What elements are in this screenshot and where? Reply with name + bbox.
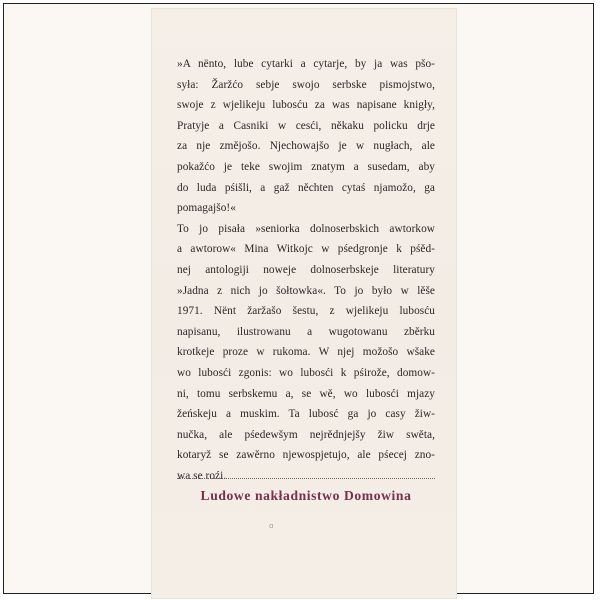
- book-back-cover: [151, 8, 457, 599]
- blurb-line-8: pomagajšo!«: [177, 202, 236, 215]
- blurb-line-10: a awtorow« Mina Witkojc w pśedgronje k pśěd-: [177, 243, 435, 256]
- blurb-line-5: za nje změjošo. Njechowajšo je w nugłach, ale: [177, 140, 435, 153]
- blurb-line-4: Pratyje a Casniki w cesći, někaku policku drje: [177, 119, 435, 132]
- blurb-line-2: syła: Žaržćo sebje swojo serbske pismojstwo,: [177, 78, 435, 91]
- blurb-line-19: nučka, ale pśedewšym nejrědnjejšy žiw swěta,: [177, 428, 435, 441]
- blurb-line-1: »A nënto, lube cytarki a cytarje, by ja was pšo-: [177, 58, 435, 70]
- blurb-line-11: nej antologiji noweje dolnoserbskeje literatury: [177, 263, 435, 276]
- blurb-line-15: krotkeje proze w rukoma. W njej možošo wšake: [177, 346, 435, 359]
- dotted-divider: [177, 478, 435, 479]
- blurb-line-20: kotaryž se zawěrno njewospjetujo, ale pśecej zno-: [177, 449, 435, 462]
- publisher-name: Ludowe nakładnistwo Domowina: [200, 488, 412, 503]
- blurb-line-18: žeńskeju a muskim. Ta lubosć ga jo casy žiw-: [177, 408, 435, 421]
- blurb-line-12: »Jadna z nich jo šołtowka«. To jo było w lěše: [177, 284, 435, 297]
- small-ornament-mark: ɑ: [269, 522, 274, 530]
- blurb-line-6: pokažćo je teke swojim znatym a susedam, aby: [177, 160, 435, 173]
- blurb-line-17: ni, tomu serbskemu a, se wě, wo lubosći mjazy: [177, 387, 435, 400]
- blurb-line-21: wa se roźi.: [177, 469, 227, 482]
- blurb-line-3: swoje z wjelikeju lubosću za was napisane knigły,: [177, 99, 435, 112]
- blurb-line-7: do luda pśišli, a gaž něchten cytaś njamožo, ga: [177, 181, 435, 194]
- blurb-line-14: napisanu, ilustrowanu a wugotowanu zběrku: [177, 325, 435, 338]
- blurb-line-13: 1971. Nënt žaržašo šestu, z wjelikeju lubosću: [177, 305, 435, 318]
- blurb-line-9: To jo pisała »seniorka dolnoserbskich awtorkow: [177, 222, 435, 235]
- blurb-text: [177, 54, 435, 486]
- page-frame: [3, 3, 594, 594]
- blurb-line-16: wo lubosći zgonis: wo lubosći k pśirože, domow-: [177, 366, 435, 379]
